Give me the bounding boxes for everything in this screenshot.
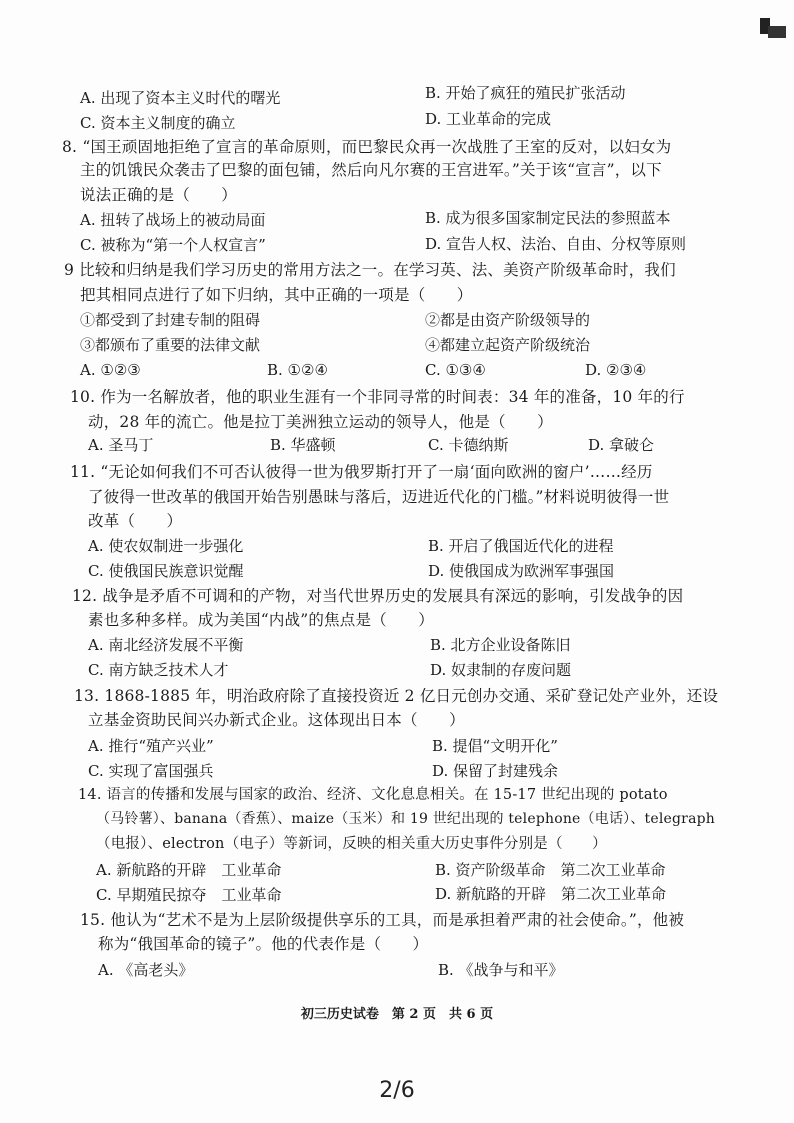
q11-option-b: B. 开启了俄国近代化的进程 <box>428 537 614 555</box>
q10-option-c: C. 卡德纳斯 <box>428 436 509 454</box>
q9-option-b: B. ①②④ <box>267 361 328 379</box>
q9-option-a: A. ①②③ <box>80 361 141 379</box>
q15-stem-line1: 15. 他认为“艺术不是为上层阶级提供享乐的工具，而是承担着严肃的社会使命。”，他被 <box>80 911 685 929</box>
q8-option-b: B. 成为很多国家制定民法的参照蓝本 <box>425 209 671 227</box>
q11-stem-line1: 11. “无论如何我们不可否认彼得一世为俄罗斯打开了一扇‘面向欧洲的窗户’……经历 <box>70 463 653 481</box>
page-footer: 初三历史试卷 第 2 页 共 6 页 <box>300 1007 494 1022</box>
q13-option-b: B. 提倡“文明开化” <box>432 737 558 755</box>
q9-stem-line2: 把其相同点进行了如下归纳，其中正确的一项是（ ） <box>80 286 473 304</box>
q12-option-b: B. 北方企业设备陈旧 <box>430 636 571 654</box>
q8-stem-line2: 主的饥饿民众袭击了巴黎的面包铺，然后向凡尔赛的王宫进军。”关于该“宣言”，以下 <box>80 161 662 179</box>
q15-option-a: A. 《高老头》 <box>98 961 194 979</box>
q9-statement-3: ③都颁布了重要的法律文献 <box>80 336 261 354</box>
q8-option-d: D. 宣告人权、法治、自由、分权等原则 <box>425 235 687 253</box>
q10-stem-line1: 10. 作为一名解放者，他的职业生涯有一个非同寻常的时间表：34 年的准备，10 年的行 <box>70 388 685 406</box>
scan-corner-mark <box>760 18 786 38</box>
q14-stem-line2: （马铃薯）、banana（香蕉）、maize（玉米）和 19 世纪出现的 telephone（电话）、telegraph <box>96 811 715 827</box>
q9-option-c: C. ①③④ <box>425 361 486 379</box>
q13-stem-line1: 13. 1868-1885 年，明治政府除了直接投资近 2 亿日元创办交通、采矿登记处产业外，还设 <box>74 687 719 705</box>
q12-option-c: C. 南方缺乏技术人才 <box>88 661 229 679</box>
q11-stem-line3: 改革（ ） <box>88 512 183 530</box>
q13-option-c: C. 实现了富国强兵 <box>88 762 214 780</box>
q8-stem-line1: 8. “国王顽固地拒绝了宣言的革命原则，而巴黎民众再一次战胜了王室的反对，以妇女为 <box>62 138 672 156</box>
q8-option-a: A. 扭转了战场上的被动局面 <box>80 211 266 229</box>
q14-option-a: A. 新航路的开辟 工业革命 <box>96 861 282 879</box>
q10-option-b: B. 华盛顿 <box>270 436 336 454</box>
q15-option-b: B. 《战争与和平》 <box>438 961 564 979</box>
q14-stem-line1: 14. 语言的传播和发展与国家的政治、经济、文化息息相关。在 15-17 世纪出现的 potato <box>78 787 668 803</box>
q11-option-a: A. 使农奴制进一步强化 <box>88 537 244 555</box>
q12-option-d: D. 奴隶制的存废问题 <box>430 661 572 679</box>
q15-stem-line2: 称为“俄国革命的镜子”。他的代表作是（ ） <box>98 935 429 953</box>
q13-option-d: D. 保留了封建残余 <box>432 762 559 780</box>
q8-stem-line3: 说法正确的是（ ） <box>80 186 238 204</box>
q10-option-a: A. 圣马丁 <box>88 436 154 454</box>
q10-option-d: D. 拿破仑 <box>588 436 655 454</box>
q14-option-b: B. 资产阶级革命 第二次工业革命 <box>435 861 666 879</box>
q9-stem-line1: 9 比较和归纳是我们学习历史的常用方法之一。在学习英、法、美资产阶级革命时，我们 <box>64 261 676 279</box>
q14-stem-line3: （电报）、electron（电子）等新词，反映的相关重大历史事件分别是（ ） <box>96 836 607 852</box>
q9-statement-4: ④都建立起资产阶级统治 <box>425 336 591 354</box>
q10-stem-line2: 动，28 年的流亡。他是拉丁美洲独立运动的领导人，他是（ ） <box>88 413 553 431</box>
q7-option-c: C. 资本主义制度的确立 <box>80 114 236 132</box>
q14-option-d: D. 新航路的开辟 第二次工业革命 <box>435 885 667 903</box>
q13-option-a: A. 推行“殖产兴业” <box>88 737 214 755</box>
q7-option-a: A. 出现了资本主义时代的曙光 <box>80 89 281 107</box>
q12-option-a: A. 南北经济发展不平衡 <box>88 636 244 654</box>
q9-statement-1: ①都受到了封建专制的阻碍 <box>80 311 261 329</box>
q13-stem-line2: 立基金资助民间兴办新式企业。这体现出日本（ ） <box>88 711 465 729</box>
q12-stem-line2: 素也多种多样。成为美国“内战”的焦点是（ ） <box>88 611 434 629</box>
q9-option-d: D. ②③④ <box>585 361 647 379</box>
q12-stem-line1: 12. 战争是矛盾不可调和的产物，对当代世界历史的发展具有深远的影响，引发战争的因 <box>72 587 684 605</box>
q11-option-d: D. 使俄国成为欧洲军事强国 <box>428 562 615 580</box>
q14-option-c: C. 早期殖民掠夺 工业革命 <box>96 886 282 904</box>
q11-stem-line2: 了彼得一世改革的俄国开始告别愚昧与落后，迈进近代化的门槛。”材料说明彼得一世 <box>88 488 670 506</box>
q9-statement-2: ②都是由资产阶级领导的 <box>425 311 591 329</box>
q7-option-d: D. 工业革命的完成 <box>425 110 552 128</box>
q11-option-c: C. 使俄国民族意识觉醒 <box>88 562 244 580</box>
q8-option-c: C. 被称为“第一个人权宣言” <box>80 236 266 254</box>
q7-option-b: B. 开始了疯狂的殖民扩张活动 <box>425 84 626 102</box>
page-indicator: 2/6 <box>379 1078 415 1103</box>
